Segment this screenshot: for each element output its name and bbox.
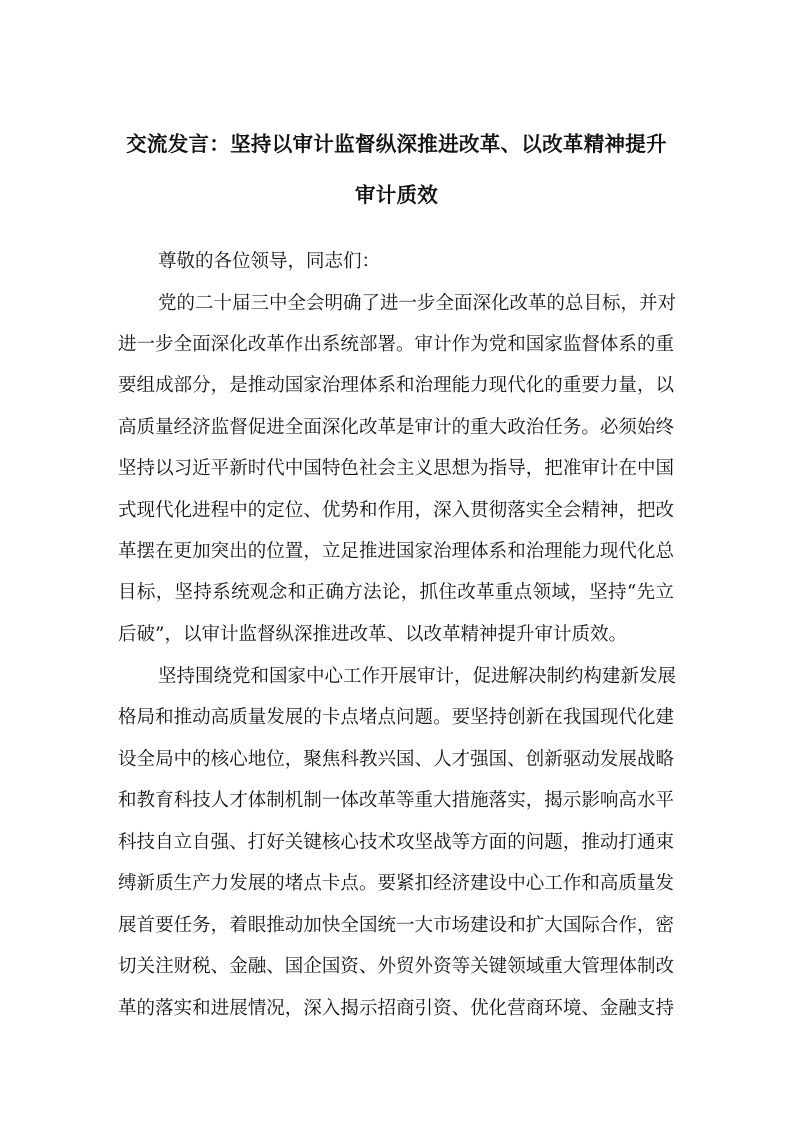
- paragraph-line: 党的二十届三中全会明确了进一步全面深化改革的总目标，并对: [158, 293, 677, 314]
- paragraph-line: 后破”，以审计监督纵深推进改革、以改革精神提升审计质效。: [118, 624, 627, 645]
- paragraph-line: 展首要任务，着眼推动加快全国统一大市场建设和扩大国际合作，密: [118, 915, 674, 936]
- paragraph-line: 要组成部分，是推动国家治理体系和治理能力现代化的重要力量，以: [118, 375, 674, 396]
- paragraph-line: 设全局中的核心地位，聚焦科教兴国、人才强国、创新驱动发展战略: [118, 749, 674, 770]
- document-title-line-1: 交流发言：坚持以审计监督纵深推进改革、以改革精神提升: [126, 132, 667, 156]
- paragraph-line: 和教育科技人才体制机制一体改革等重大措施落实，揭示影响高水平: [118, 790, 674, 811]
- document-title-line-2: 审计质效: [354, 183, 439, 207]
- paragraph-line: 切关注财税、金融、国企国资、外贸外资等关键领域重大管理体制改: [118, 956, 674, 977]
- paragraph-line: 革摆在更加突出的位置，立足推进国家治理体系和治理能力现代化总: [118, 541, 674, 562]
- paragraph-line: 缚新质生产力发展的堵点卡点。要紧扣经济建设中心工作和高质量发: [118, 873, 674, 894]
- paragraph-line: 革的落实和进展情况，深入揭示招商引资、优化营商环境、金融支持: [118, 998, 674, 1019]
- paragraph-line: 高质量经济监督促进全面深化改革是审计的重大政治任务。必须始终: [118, 417, 674, 438]
- paragraph-line: 格局和推动高质量发展的卡点堵点问题。要坚持创新在我国现代化建: [118, 707, 674, 728]
- paragraph-line: 进一步全面深化改革作出系统部署。审计作为党和国家监督体系的重: [118, 334, 674, 355]
- paragraph-line: 坚持围绕党和国家中心工作开展审计，促进解决制约构建新发展: [158, 666, 677, 687]
- paragraph-line: 科技自立自强、打好关键核心技术攻坚战等方面的问题，推动打通束: [118, 832, 674, 853]
- greeting: 尊敬的各位领导，同志们：: [158, 251, 381, 272]
- paragraph-line: 坚持以习近平新时代中国特色社会主义思想为指导，把准审计在中国: [118, 458, 674, 479]
- paragraph-line: 目标，坚持系统观念和正确方法论，抓住改革重点领域，坚持“先立: [118, 582, 674, 603]
- paragraph-line: 式现代化进程中的定位、优势和作用，深入贯彻落实全会精神，把改: [118, 500, 674, 521]
